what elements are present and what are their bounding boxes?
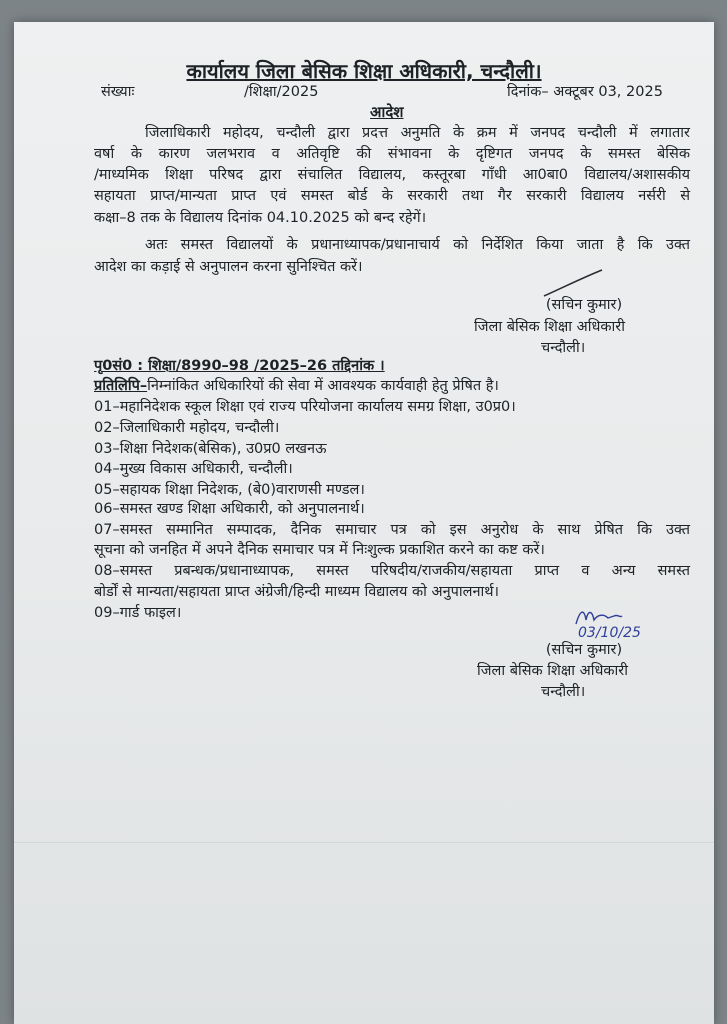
signatory-designation: जिला बेसिक शिक्षा अधिकारी: [474, 319, 625, 335]
order-heading: आदेश: [370, 103, 404, 121]
signatory2-place: चन्दौली।: [541, 684, 586, 700]
list-item: 03–शिक्षा निदेशक(बेसिक), उ0प्र0 लखनऊ: [94, 441, 327, 457]
list-item: 01–महानिदेशक स्कूल शिक्षा एवं राज्य परियोजना कार्यालय समग्र शिक्षा, उ0प्र0।: [94, 399, 516, 415]
body-line: आदेश का कड़ाई से अनुपालन करना सुनिश्चित करें।: [94, 259, 363, 275]
order-date: दिनांक– अक्टूबर 03, 2025: [507, 84, 663, 100]
list-item: बोर्डों से मान्यता/सहायता प्राप्त अंग्रेजी/हिन्दी माध्यम विद्यालय को अनुपालनार्थ।: [94, 584, 500, 600]
ref-no-value: /शिक्षा/2025: [244, 84, 319, 100]
body-line: सहायता प्राप्त/मान्यता प्राप्त एवं समस्त बोर्ड के सरकारी तथा गैर सरकारी विद्यालय नर्सरी से: [94, 188, 690, 204]
body-line: वर्षा के कारण जलभराव व अतिवृष्टि की संभावना के दृष्टिगत जनपद के समस्त बेसिक: [94, 146, 690, 162]
ref-no-label: संख्याः: [101, 84, 135, 100]
paper-fold: [14, 842, 714, 843]
copy-text: निम्नांकित अधिकारियों की सेवा में आवश्यक कार्यवाही हेतु प्रेषित है।: [147, 378, 499, 394]
list-item: 02–जिलाधिकारी महोदय, चन्दौली।: [94, 420, 280, 436]
list-item: 08–समस्त प्रबन्धक/प्रधानाध्यापक, समस्त परिषदीय/राजकीय/सहायता प्राप्त व अन्य समस्त: [94, 563, 690, 579]
list-item: सूचना को जनहित में अपने दैनिक समाचार पत्र में निःशुल्क प्रकाशित करने का कष्ट करें।: [94, 542, 545, 558]
list-item: 06–समस्त खण्ड शिक्षा अधिकारी, को अनुपालनार्थ।: [94, 501, 365, 517]
signature-stroke: [544, 268, 604, 298]
copy-to-line: [94, 376, 499, 396]
handwritten-date: 03/10/25: [578, 625, 641, 641]
document-page: [14, 22, 714, 1024]
body-line: कक्षा–8 तक के विद्यालय दिनांक 04.10.2025 को बन्द रहेगें।: [94, 210, 427, 226]
body-line: जिलाधिकारी महोदय, चन्दौली द्वारा प्रदत्त अनुमति के क्रम में जनपद चन्दौली में लगातार: [145, 125, 690, 141]
signatory-name: (सचिन कुमार): [545, 297, 623, 313]
list-item: 05–सहायक शिक्षा निदेशक, (बे0)वाराणसी मण्डल।: [94, 482, 365, 498]
signatory-place: चन्दौली।: [541, 340, 586, 356]
copy-label: प्रतिलिपि–: [94, 378, 148, 394]
list-item: 07–समस्त सम्मानित सम्पादक, दैनिक समाचार पत्र को इस अनुरोध के साथ प्रेषित कि उक्त: [94, 522, 690, 538]
body-line: /माध्यमिक शिक्षा परिषद द्वारा संचालित विद्यालय, कस्तूरबा गाँधी आ0बा0 विद्यालय/अशासकीय: [94, 167, 690, 183]
signatory2-designation: जिला बेसिक शिक्षा अधिकारी: [477, 663, 628, 679]
list-item: 09–गार्ड फाइल।: [94, 605, 182, 621]
list-item: 04–मुख्य विकास अधिकारी, चन्दौली।: [94, 461, 293, 477]
office-title: कार्यालय जिला बेसिक शिक्षा अधिकारी, चन्दौली।: [186, 59, 542, 83]
signatory2-name: (सचिन कुमार): [545, 642, 623, 658]
endorsement-ref: पृ0सं0 : शिक्षा/8990–98 /2025–26 तद्दिनांक ।: [94, 358, 385, 374]
body-line: अतः समस्त विद्यालयों के प्रधानाध्यापक/प्रधानाचार्य को निर्देशित किया जाता है कि उक्त: [145, 237, 690, 253]
